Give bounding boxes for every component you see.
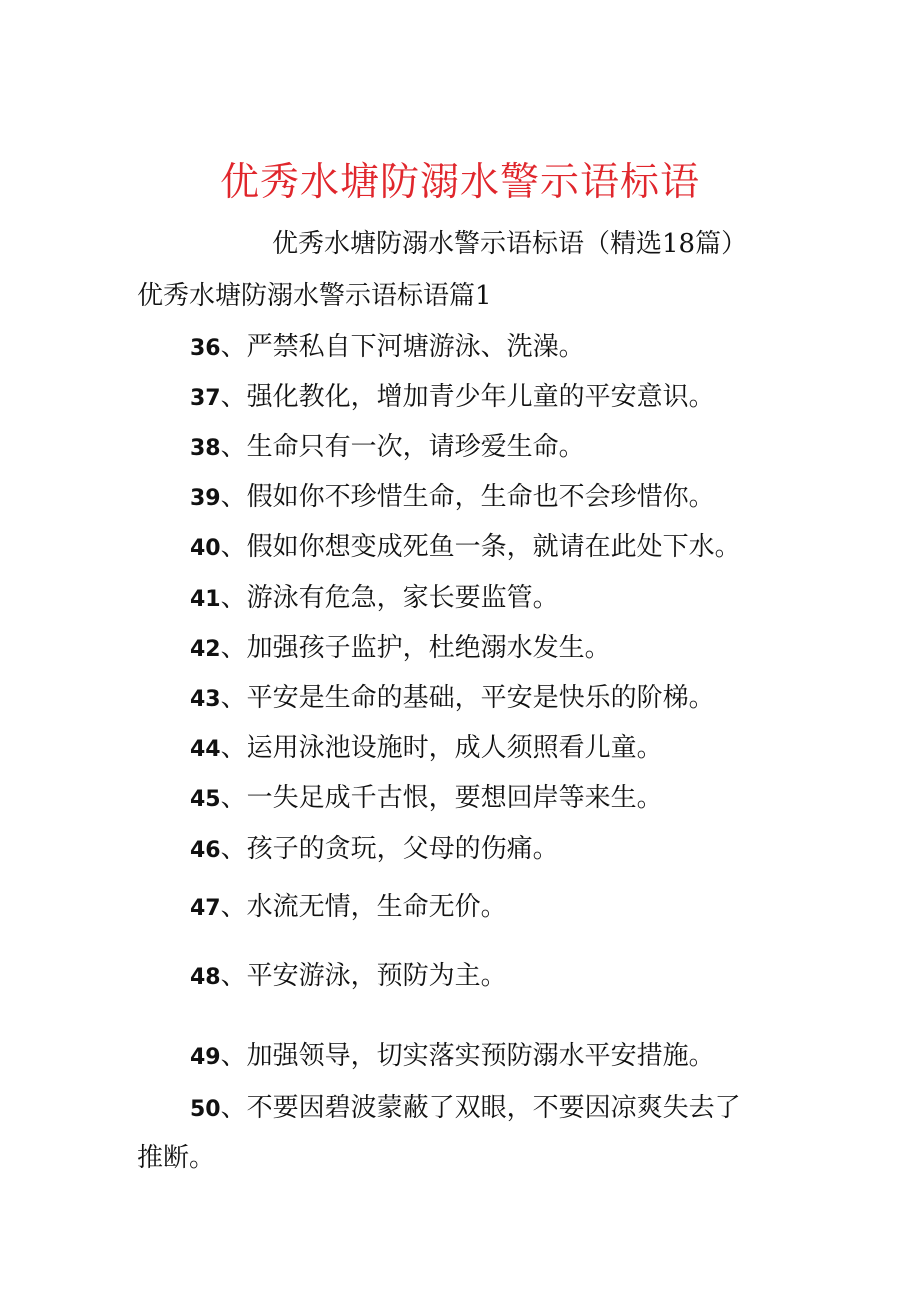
item-number: 42 bbox=[190, 637, 221, 662]
list-item bbox=[190, 889, 507, 927]
item-text: 、不要因碧波蒙蔽了双眼，不要因凉爽失去了 bbox=[220, 1093, 741, 1123]
list-item bbox=[190, 780, 663, 818]
item-text: 、加强领导，切实落实预防溺水平安措施。 bbox=[220, 1041, 715, 1071]
list-item bbox=[190, 329, 585, 367]
item-number: 40 bbox=[190, 536, 221, 561]
item-number: 49 bbox=[190, 1045, 221, 1070]
item-text: 、生命只有一次，请珍爱生命。 bbox=[220, 432, 585, 462]
document-subtitle: 优秀水塘防溺水警示语标语（精选18篇） bbox=[272, 229, 748, 259]
item-number: 38 bbox=[190, 436, 221, 461]
list-item bbox=[190, 1038, 715, 1076]
item-text: 、平安游泳，预防为主。 bbox=[220, 961, 507, 991]
item-number: 46 bbox=[190, 838, 221, 863]
list-item bbox=[190, 630, 611, 668]
item-number: 47 bbox=[190, 896, 221, 921]
list-item bbox=[190, 730, 663, 768]
item-text: 、假如你想变成死鱼一条，就请在此处下水。 bbox=[220, 532, 741, 562]
item-number: 44 bbox=[190, 737, 221, 762]
item-number: 37 bbox=[190, 386, 221, 411]
item-text: 、假如你不珍惜生命，生命也不会珍惜你。 bbox=[220, 482, 715, 512]
item-number: 48 bbox=[190, 965, 221, 990]
list-item bbox=[190, 680, 715, 718]
item-number: 39 bbox=[190, 486, 221, 511]
list-item bbox=[190, 379, 715, 417]
list-item bbox=[190, 958, 507, 996]
document-title: 优秀水塘防溺水警示语标语 bbox=[219, 160, 700, 205]
item-continuation: 推断。 bbox=[137, 1143, 216, 1173]
item-text: 、平安是生命的基础，平安是快乐的阶梯。 bbox=[220, 683, 715, 713]
item-number: 36 bbox=[190, 336, 221, 361]
list-item bbox=[190, 529, 741, 567]
item-text: 、孩子的贪玩，父母的伤痛。 bbox=[220, 834, 559, 864]
list-item bbox=[190, 1090, 741, 1128]
item-text: 、强化教化，增加青少年儿童的平安意识。 bbox=[220, 382, 715, 412]
item-number: 43 bbox=[190, 687, 221, 712]
item-text: 、运用泳池设施时，成人须照看儿童。 bbox=[220, 733, 663, 763]
list-item bbox=[190, 580, 559, 618]
list-item bbox=[190, 479, 715, 517]
item-text: 、加强孩子监护，杜绝溺水发生。 bbox=[220, 633, 611, 663]
list-item bbox=[190, 831, 559, 869]
section-heading: 优秀水塘防溺水警示语标语篇1 bbox=[137, 281, 492, 311]
item-text: 、水流无情，生命无价。 bbox=[220, 892, 507, 922]
item-text: 、游泳有危急，家长要监管。 bbox=[220, 583, 559, 613]
item-number: 50 bbox=[190, 1097, 221, 1122]
item-number: 45 bbox=[190, 787, 221, 812]
item-number: 41 bbox=[190, 587, 221, 612]
list-item bbox=[190, 429, 585, 467]
item-text: 、一失足成千古恨，要想回岸等来生。 bbox=[220, 783, 663, 813]
item-text: 、严禁私自下河塘游泳、洗澡。 bbox=[220, 332, 585, 362]
